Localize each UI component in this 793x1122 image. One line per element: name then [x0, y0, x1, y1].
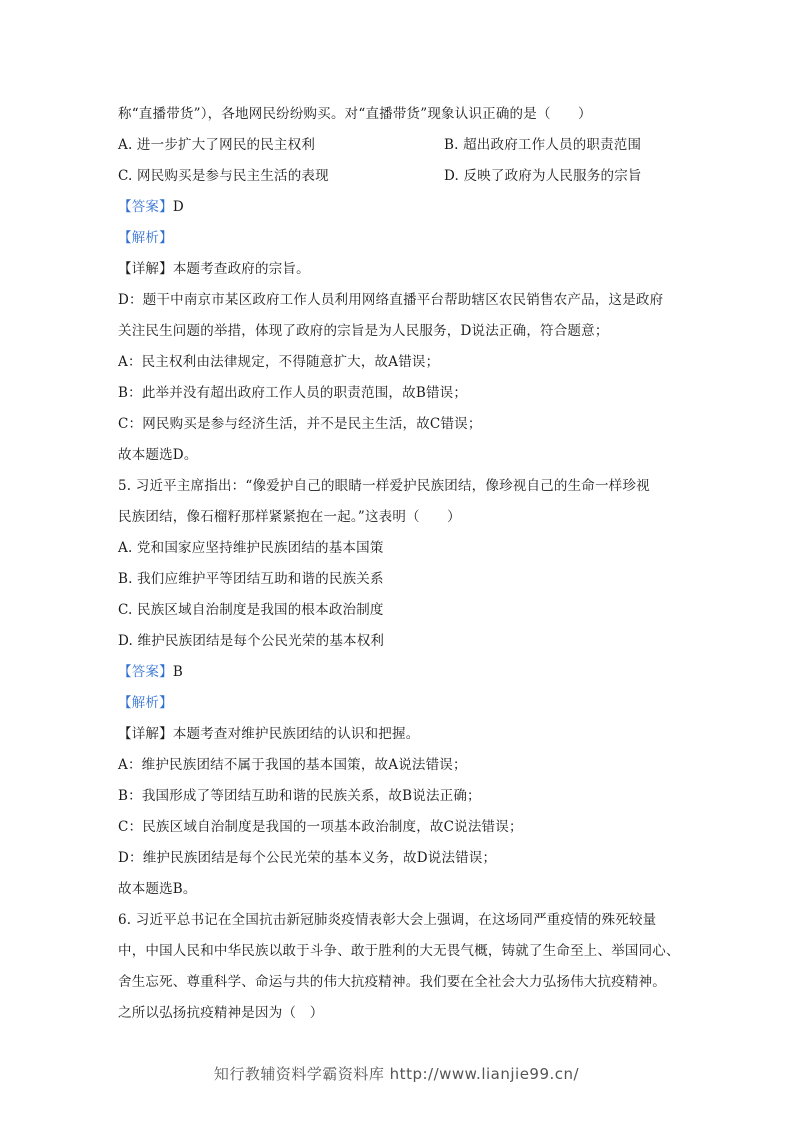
q4-option-a: A. 进一步扩大了网民的民主权利 [118, 137, 316, 153]
q5-analysis-tag: 【解析】 [118, 695, 173, 711]
q5-detail-line [118, 725, 419, 743]
footer-watermark: 知行教辅资料学霸资料库 http://www.lianjie99.cn/ [213, 1065, 580, 1083]
q5-explanation-b: B：我国形成了等团结互助和谐的民族关系，故B说法正确； [118, 788, 481, 804]
q5-explanation-a: A：维护民族团结不属于我国的基本国策，故A说法错误； [118, 757, 467, 773]
q5-stem-2: 民族团结，像石榴籽那样紧紧抱在一起。”这表明（ ） [118, 509, 461, 525]
q5-explanation-d: D：维护民族团结是每个公民光荣的基本义务，故D说法错误； [118, 850, 497, 866]
detail-tag: 【详解】 [118, 726, 173, 742]
q5-answer: B [172, 664, 183, 680]
q5-detail: 本题考查对维护民族团结的认识和把握。 [172, 726, 420, 742]
q4-explanation-d-2: 关注民生问题的举措，体现了政府的宗旨是为人民服务，D说法正确，符合题意； [118, 323, 609, 339]
answer-tag: 【答案】 [118, 199, 173, 215]
q4-analysis-tag: 【解析】 [118, 230, 173, 246]
q5-conclusion: 故本题选B。 [118, 881, 197, 897]
q4-detail-line [118, 260, 310, 278]
q4-detail: 本题考查政府的宗旨。 [172, 261, 310, 277]
q4-option-b: B. 超出政府工作人员的职责范围 [444, 137, 642, 153]
q6-stem-2: 中，中国人民和中华民族以敢于斗争、敢于胜利的大无畏气概，铸就了生命至上、举国同心、 [118, 943, 680, 959]
q5-option-b: B. 我们应维护平等团结互助和谐的民族关系 [118, 571, 384, 587]
q5-option-a: A. 党和国家应坚持维护民族团结的基本国策 [118, 540, 384, 556]
q6-stem-1: 6. 习近平总书记在全国抗击新冠肺炎疫情表彰大会上强调，在这场同严重疫情的殊死较量 [118, 912, 657, 928]
q5-explanation-c: C：民族区域自治制度是我国的一项基本政治制度，故C说法错误； [118, 819, 523, 835]
q4-explanation-c: C：网民购买是参与经济生活，并不是民主生活，故C错误； [118, 416, 482, 432]
answer-tag: 【答案】 [118, 664, 173, 680]
q5-stem-1: 5. 习近平主席指出：“像爱护自己的眼睛一样爱护民族团结，像珍视自己的生命一样珍视 [118, 478, 650, 494]
q4-option-c: C. 网民购买是参与民主生活的表现 [118, 168, 329, 184]
q5-answer-line [118, 663, 183, 681]
detail-tag: 【详解】 [118, 261, 173, 277]
q5-option-d: D. 维护民族团结是每个公民光荣的基本权利 [118, 633, 385, 649]
q4-answer: D [172, 199, 184, 215]
q4-explanation-d-1: D：题干中南京市某区政府工作人员利用网络直播平台帮助辖区农民销售农产品，这是政府 [118, 292, 664, 308]
q4-explanation-b: B：此举并没有超出政府工作人员的职责范围，故B错误； [118, 385, 468, 401]
q4-conclusion: 故本题选D。 [118, 447, 198, 463]
q6-stem-4: 之所以弘扬抗疫精神是因为（ ） [118, 1005, 324, 1021]
q4-answer-line [118, 198, 184, 216]
q6-stem-3: 舍生忘死、尊重科学、命运与共的伟大抗疫精神。我们要在全社会大力弘扬伟大抗疫精神。 [118, 974, 666, 990]
q5-option-c: C. 民族区域自治制度是我国的根本政治制度 [118, 602, 384, 618]
q4-option-d: D. 反映了政府为人民服务的宗旨 [444, 168, 642, 184]
q4-stem-tail: 称“直播带货”），各地网民纷纷购买。对“直播带货”现象认识正确的是（ ） [118, 106, 592, 122]
q4-explanation-a: A：民主权利由法律规定，不得随意扩大，故A错误； [118, 354, 440, 370]
